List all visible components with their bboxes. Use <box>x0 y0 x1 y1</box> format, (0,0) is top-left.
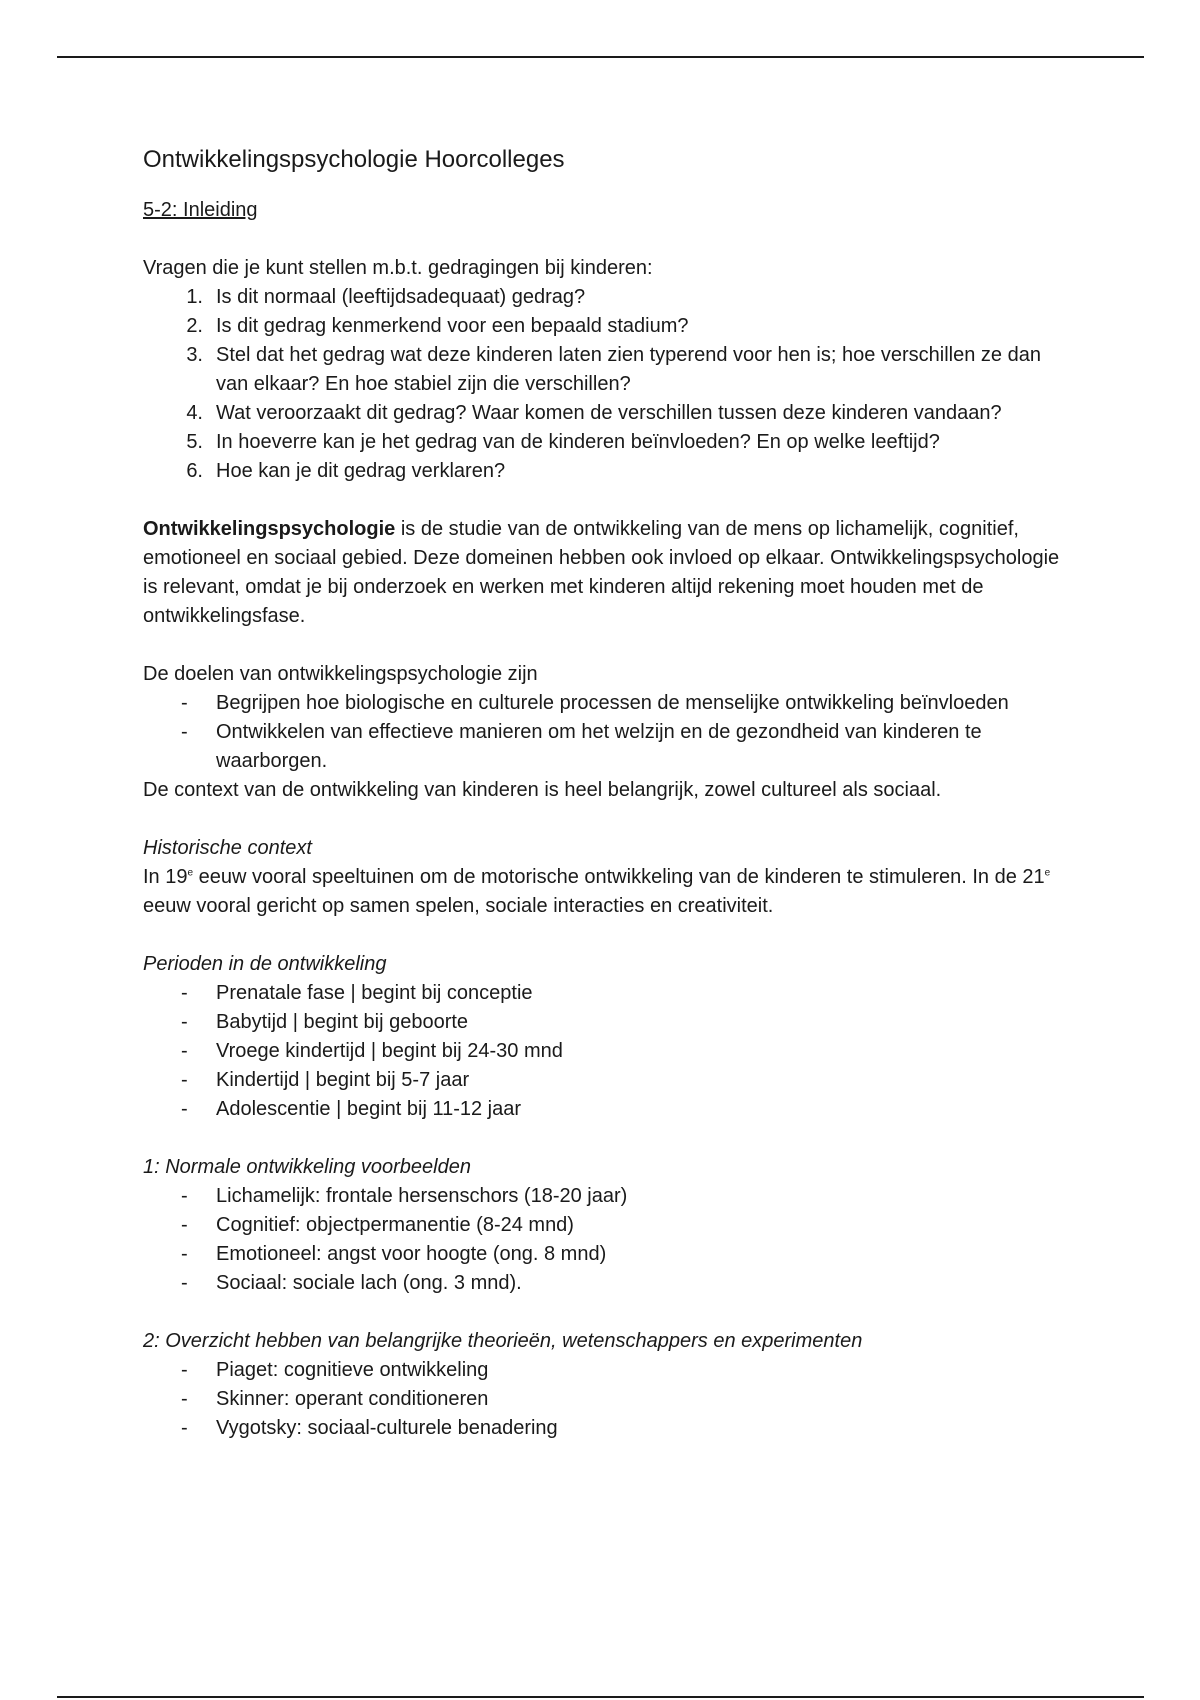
list-item <box>143 979 1063 1008</box>
dash-bullet: - <box>181 1359 188 1381</box>
definition-paragraph <box>143 515 1063 631</box>
superscript: e <box>1044 867 1051 879</box>
list-item-text: Ontwikkelen van effectieve manieren om het welzijn en de gezondheid van kinderen te waarborgen. <box>216 721 982 772</box>
dash-bullet: - <box>181 721 188 743</box>
list-item <box>143 1385 1063 1414</box>
list-item <box>143 1269 1063 1298</box>
normal-development-list <box>143 1182 1063 1298</box>
list-item-text: In hoeverre kan je het gedrag van de kinderen beïnvloeden? En op welke leeftijd? <box>216 431 940 453</box>
list-item-text: Vroege kindertijd | begint bij 24-30 mnd <box>216 1040 563 1062</box>
list-item-text: Skinner: operant conditioneren <box>216 1388 489 1410</box>
list-item <box>143 689 1063 718</box>
spacer <box>143 1124 1063 1153</box>
spacer <box>143 1298 1063 1327</box>
list-number: 5. <box>186 431 203 453</box>
dash-bullet: - <box>181 1098 188 1120</box>
list-number: 6. <box>186 460 203 482</box>
list-number: 3. <box>186 344 203 366</box>
list-item <box>143 312 1063 341</box>
spacer <box>143 631 1063 660</box>
historical-text-2: eeuw vooral speeltuinen om de motorische ontwikkeling van de kinderen te stimuleren. In de 21 <box>193 866 1045 888</box>
page-bottom-rule <box>57 1696 1144 1698</box>
historical-text-1: In 19 <box>143 866 188 888</box>
list-item-text: Babytijd | begint bij geboorte <box>216 1011 469 1033</box>
definition-text: is de studie van de ontwikkeling van de mens op lichamelijk, cognitief, emotioneel en sociaal gebied. Deze domeinen hebben ook invloed op elkaar. Ontwikkelingspsychologie is relevant, omdat je bij onderzoek en werken met kinderen altijd rekening moet houden met de ontwikkelingsfase. <box>143 518 1060 627</box>
list-item-text: Stel dat het gedrag wat deze kinderen laten zien typerend voor hen is; hoe verschillen ze dan van elkaar? En hoe stabiel zijn die verschillen? <box>216 344 1041 395</box>
dash-bullet: - <box>181 1388 188 1410</box>
historical-text-3: eeuw vooral gericht op samen spelen, sociale interacties en creativiteit. <box>143 895 774 917</box>
list-item <box>143 1066 1063 1095</box>
list-item <box>143 1037 1063 1066</box>
dash-bullet: - <box>181 1185 188 1207</box>
list-item <box>143 428 1063 457</box>
spacer <box>143 921 1063 950</box>
context-sentence: De context van de ontwikkeling van kinderen is heel belangrijk, zowel cultureel als sociaal. <box>143 779 942 801</box>
list-item <box>143 457 1063 486</box>
document-title: Ontwikkelingspsychologie Hoorcolleges <box>143 146 565 173</box>
goals-intro: De doelen van ontwikkelingspsychologie zijn <box>143 663 538 685</box>
list-number: 2. <box>186 315 203 337</box>
historical-paragraph <box>143 863 1063 921</box>
overview-list <box>143 1356 1063 1443</box>
list-item-text: Is dit gedrag kenmerkend voor een bepaald stadium? <box>216 315 689 337</box>
dash-bullet: - <box>181 1214 188 1236</box>
list-item-text: Lichamelijk: frontale hersenschors (18-20 jaar) <box>216 1185 628 1207</box>
list-item-text: Wat veroorzaakt dit gedrag? Waar komen de verschillen tussen deze kinderen vandaan? <box>216 402 1002 424</box>
list-item <box>143 1182 1063 1211</box>
list-number: 1. <box>186 286 203 308</box>
section-heading: 5-2: Inleiding <box>143 199 258 221</box>
goals-list <box>143 689 1063 776</box>
list-item-text: Begrijpen hoe biologische en culturele processen de menselijke ontwikkeling beïnvloeden <box>216 692 1009 714</box>
list-item-text: Adolescentie | begint bij 11-12 jaar <box>216 1098 522 1120</box>
list-item <box>143 283 1063 312</box>
historical-heading: Historische context <box>143 837 312 859</box>
document-body <box>143 144 1063 1443</box>
list-item-text: Vygotsky: sociaal-culturele benadering <box>216 1417 558 1439</box>
normal-development-heading: 1: Normale ontwikkeling voorbeelden <box>143 1156 471 1178</box>
list-item <box>143 341 1063 399</box>
list-item <box>143 1414 1063 1443</box>
list-item-text: Sociaal: sociale lach (ong. 3 mnd). <box>216 1272 522 1294</box>
dash-bullet: - <box>181 692 188 714</box>
list-item <box>143 1356 1063 1385</box>
list-number: 4. <box>186 402 203 424</box>
page-top-rule <box>57 56 1144 58</box>
overview-heading: 2: Overzicht hebben van belangrijke theorieën, wetenschappers en experimenten <box>143 1330 863 1352</box>
list-item <box>143 1095 1063 1124</box>
list-item-text: Cognitief: objectpermanentie (8-24 mnd) <box>216 1214 574 1236</box>
list-item <box>143 1211 1063 1240</box>
dash-bullet: - <box>181 1069 188 1091</box>
list-item-text: Kindertijd | begint bij 5-7 jaar <box>216 1069 470 1091</box>
periods-heading: Perioden in de ontwikkeling <box>143 953 387 975</box>
definition-term: Ontwikkelingspsychologie <box>143 518 396 540</box>
dash-bullet: - <box>181 1272 188 1294</box>
dash-bullet: - <box>181 1011 188 1033</box>
list-item <box>143 718 1063 776</box>
spacer <box>143 486 1063 515</box>
list-item-text: Is dit normaal (leeftijdsadequaat) gedrag? <box>216 286 586 308</box>
questions-list <box>143 283 1063 486</box>
spacer <box>143 805 1063 834</box>
dash-bullet: - <box>181 982 188 1004</box>
questions-intro: Vragen die je kunt stellen m.b.t. gedragingen bij kinderen: <box>143 257 653 279</box>
list-item <box>143 399 1063 428</box>
dash-bullet: - <box>181 1243 188 1265</box>
dash-bullet: - <box>181 1417 188 1439</box>
list-item-text: Emotioneel: angst voor hoogte (ong. 8 mnd) <box>216 1243 607 1265</box>
dash-bullet: - <box>181 1040 188 1062</box>
list-item <box>143 1008 1063 1037</box>
list-item <box>143 1240 1063 1269</box>
list-item-text: Prenatale fase | begint bij conceptie <box>216 982 533 1004</box>
list-item-text: Piaget: cognitieve ontwikkeling <box>216 1359 489 1381</box>
superscript: e <box>187 867 194 879</box>
list-item-text: Hoe kan je dit gedrag verklaren? <box>216 460 506 482</box>
periods-list <box>143 979 1063 1124</box>
